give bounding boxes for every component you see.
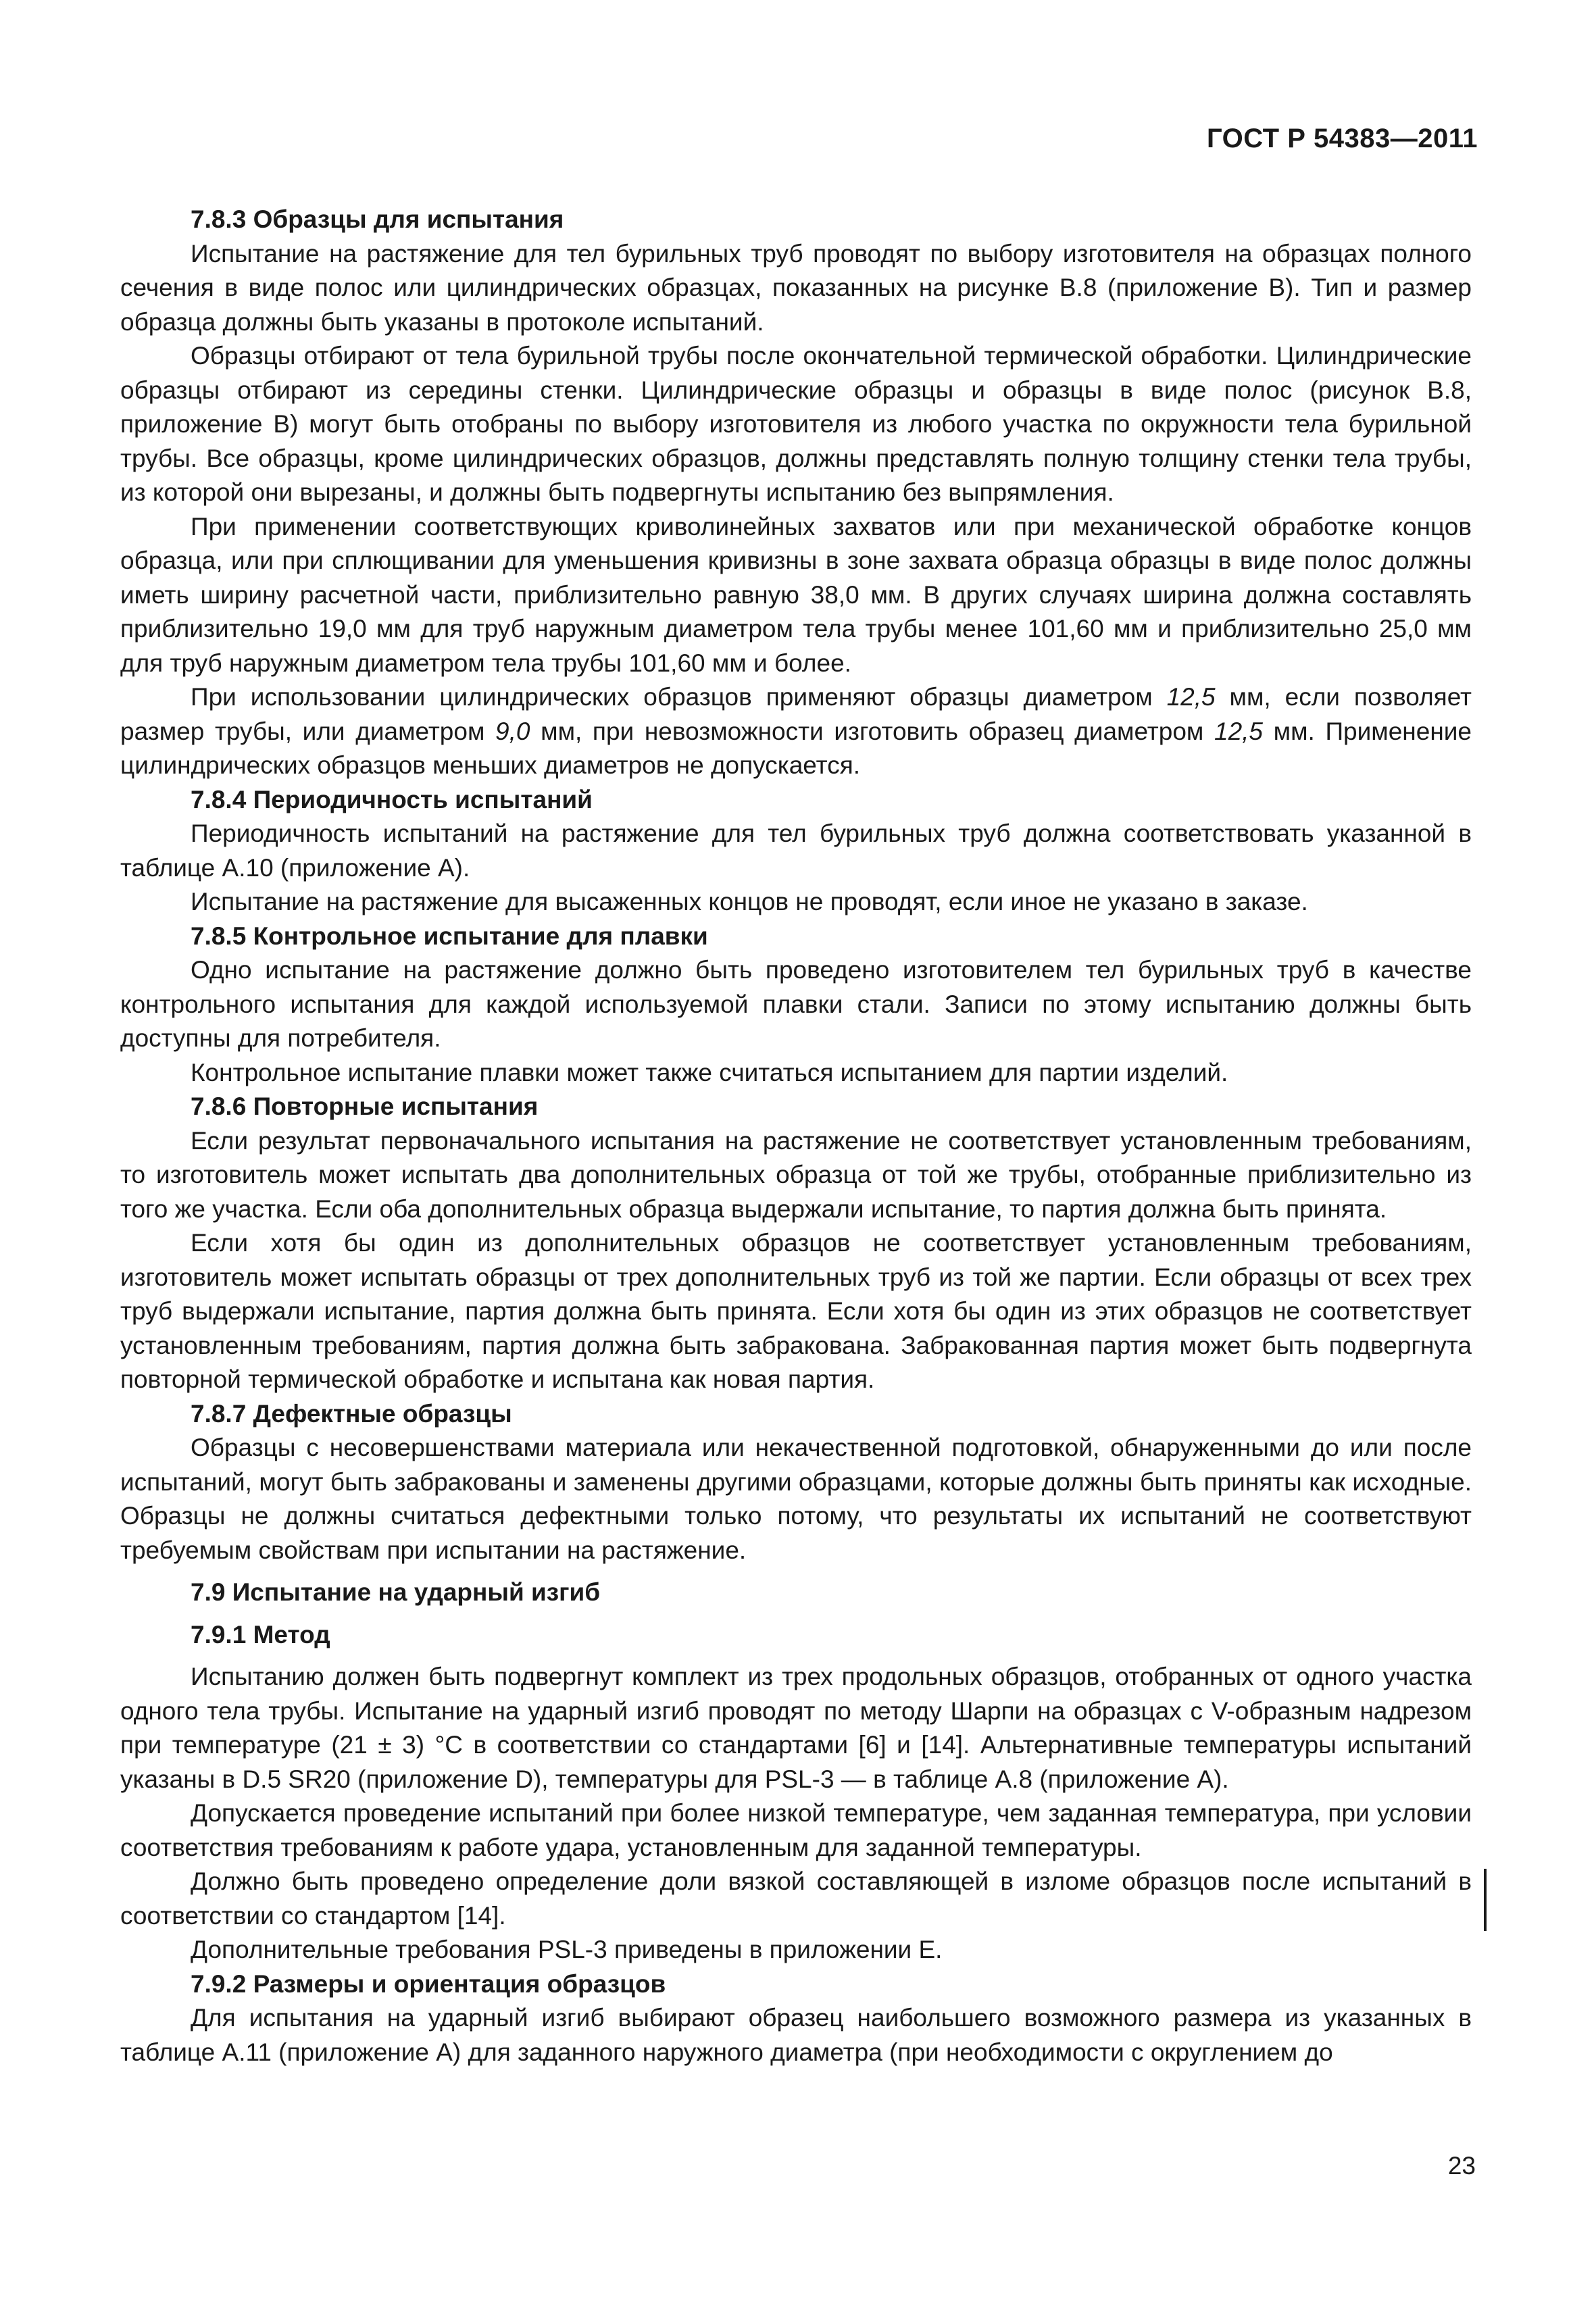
section-heading-7-8-7: 7.8.7 Дефектные образцы <box>191 1399 512 1428</box>
text-run: Должно быть проведено определение доли вязкой составляющей в изломе образцов после испытаний в соответствии со стандартом [14]. <box>120 1867 1472 1930</box>
text-run: мм, если позволяет размер трубы, или диаметром <box>120 683 1472 745</box>
diameter-value: 12,5 <box>1214 717 1264 745</box>
section-heading-7-8-3: 7.8.3 Образцы для испытания <box>191 205 564 233</box>
paragraph: Образцы отбирают от тела бурильной трубы после окончательной термической обработки. Цилиндрические образцы отбирают из середины стенки. Цилиндрические образцы и образцы в виде полос (рисунок В.8, приложение В) могут быть отобраны по выбору изготовителя из любого участка по окружности тела бурильной трубы. Все образцы, кроме цилиндрических образцов, должны представлять полную толщину стенки тела трубы, из которой они вырезаны, и должны быть подвергнуты испытанию без выпрямления. <box>120 342 1472 506</box>
paragraph: Дополнительные требования PSL-3 приведены в приложении Е. <box>191 1936 943 1963</box>
text-run: мм, при невозможности изготовить образец диаметром <box>530 717 1214 745</box>
section-heading-7-9-2: 7.9.2 Размеры и ориентация образцов <box>191 1969 666 1998</box>
section-heading-7-8-5: 7.8.5 Контрольное испытание для плавки <box>191 922 708 950</box>
section-heading-7-9: 7.9 Испытание на ударный изгиб <box>191 1578 601 1606</box>
document-code: ГОСТ Р 54383—2011 <box>1207 124 1478 153</box>
section-heading-7-8-6: 7.8.6 Повторные испытания <box>191 1092 539 1120</box>
paragraph: Периодичность испытаний на растяжение для тел бурильных труб должна соответствовать указанной в таблице А.10 (приложение А). <box>120 820 1472 882</box>
paragraph: Одно испытание на растяжение должно быть проведено изготовителем тел бурильных труб в качестве контрольного испытания для каждой используемой плавки стали. Записи по этому испытанию должны быть доступны для потребителя. <box>120 956 1472 1052</box>
paragraph: Допускается проведение испытаний при более низкой температуре, чем заданная температура, при условии соответствия требованиям к работе удара, установленным для заданной температуры. <box>120 1799 1472 1861</box>
paragraph: Контрольное испытание плавки может также считаться испытанием для партии изделий. <box>191 1058 1228 1086</box>
paragraph-with-change-bar <box>120 1865 1472 1933</box>
paragraph <box>120 680 1472 783</box>
paragraph: Испытание на растяжение для высаженных концов не проводят, если иное не указано в заказе. <box>191 888 1308 915</box>
text-run: При использовании цилиндрических образцов применяют образцы диаметром <box>191 683 1167 711</box>
change-bar <box>1484 1869 1487 1931</box>
page-content <box>120 203 1472 2069</box>
section-heading-7-8-4: 7.8.4 Периодичность испытаний <box>191 785 593 813</box>
paragraph: Если результат первоначального испытания на растяжение не соответствует установленным требованиям, то изготовитель может испытать два дополнительных образца от той же трубы, отобранные приблизительно из того же участка. Если оба дополнительных образца выдержали испытание, то партия должна быть принята. <box>120 1126 1472 1223</box>
diameter-value: 12,5 <box>1166 683 1216 711</box>
paragraph: Образцы с несовершенствами материала или некачественной подготовкой, обнаруженными до или после испытаний, могут быть забракованы и заменены другими образцами, которые должны быть приняты как исходные. Образцы не должны считаться дефектными только потому, что результаты их испытаний не соответствуют требуемым свойствам при испытании на растяжение. <box>120 1434 1472 1564</box>
paragraph: Для испытания на ударный изгиб выбирают образец наибольшего возможного размера из указанных в таблице А.11 (приложение А) для заданного наружного диаметра (при необходимости с округлением до <box>120 2004 1472 2066</box>
paragraph: Испытание на растяжение для тел бурильных труб проводят по выбору изготовителя на образцах полного сечения в виде полос или цилиндрических образцах, показанных на рисунке В.8 (приложение В). Тип и размер образца должны быть указаны в протоколе испытаний. <box>120 239 1472 336</box>
diameter-value: 9,0 <box>495 717 530 745</box>
paragraph: Испытанию должен быть подвергнут комплект из трех продольных образцов, отобранных от одного участка одного тела трубы. Испытание на ударный изгиб проводят по методу Шарпи на образцах с V-образным надрезом при температуре (21 ± 3) °С в соответствии со стандартами [6] и [14]. Альтернативные температуры испытаний указаны в D.5 SR20 (приложение D), температуры для PSL-3 — в таблице А.8 (приложение А). <box>120 1663 1472 1793</box>
page-number: 23 <box>1447 2152 1476 2180</box>
paragraph: При применении соответствующих криволинейных захватов или при механической обработке концов образца, или при сплющивании для уменьшения кривизны в зоне захвата образца образцы в виде полос должны иметь ширину расчетной части, приблизительно равную 38,0 мм. В других случаях ширина должна составлять приблизительно 19,0 мм для труб наружным диаметром тела трубы менее 101,60 мм и приблизительно 25,0 мм для труб наружным диаметром тела трубы 101,60 мм и более. <box>120 512 1472 677</box>
text-run: мм. Применение цилиндрических образцов меньших диаметров не допускается. <box>120 717 1472 779</box>
paragraph: Если хотя бы один из дополнительных образцов не соответствует установленным требованиям, изготовитель может испытать образцы от трех дополнительных труб из той же партии. Если образцы от всех трех труб выдержали испытание, партия должна быть принята. Если хотя бы один из этих образцов не соответствует установленным требованиям, партия должна быть забракована. Забракованная партия может быть подвергнута повторной термической обработке и испытана как новая партия. <box>120 1229 1472 1393</box>
section-heading-7-9-1: 7.9.1 Метод <box>191 1620 330 1649</box>
